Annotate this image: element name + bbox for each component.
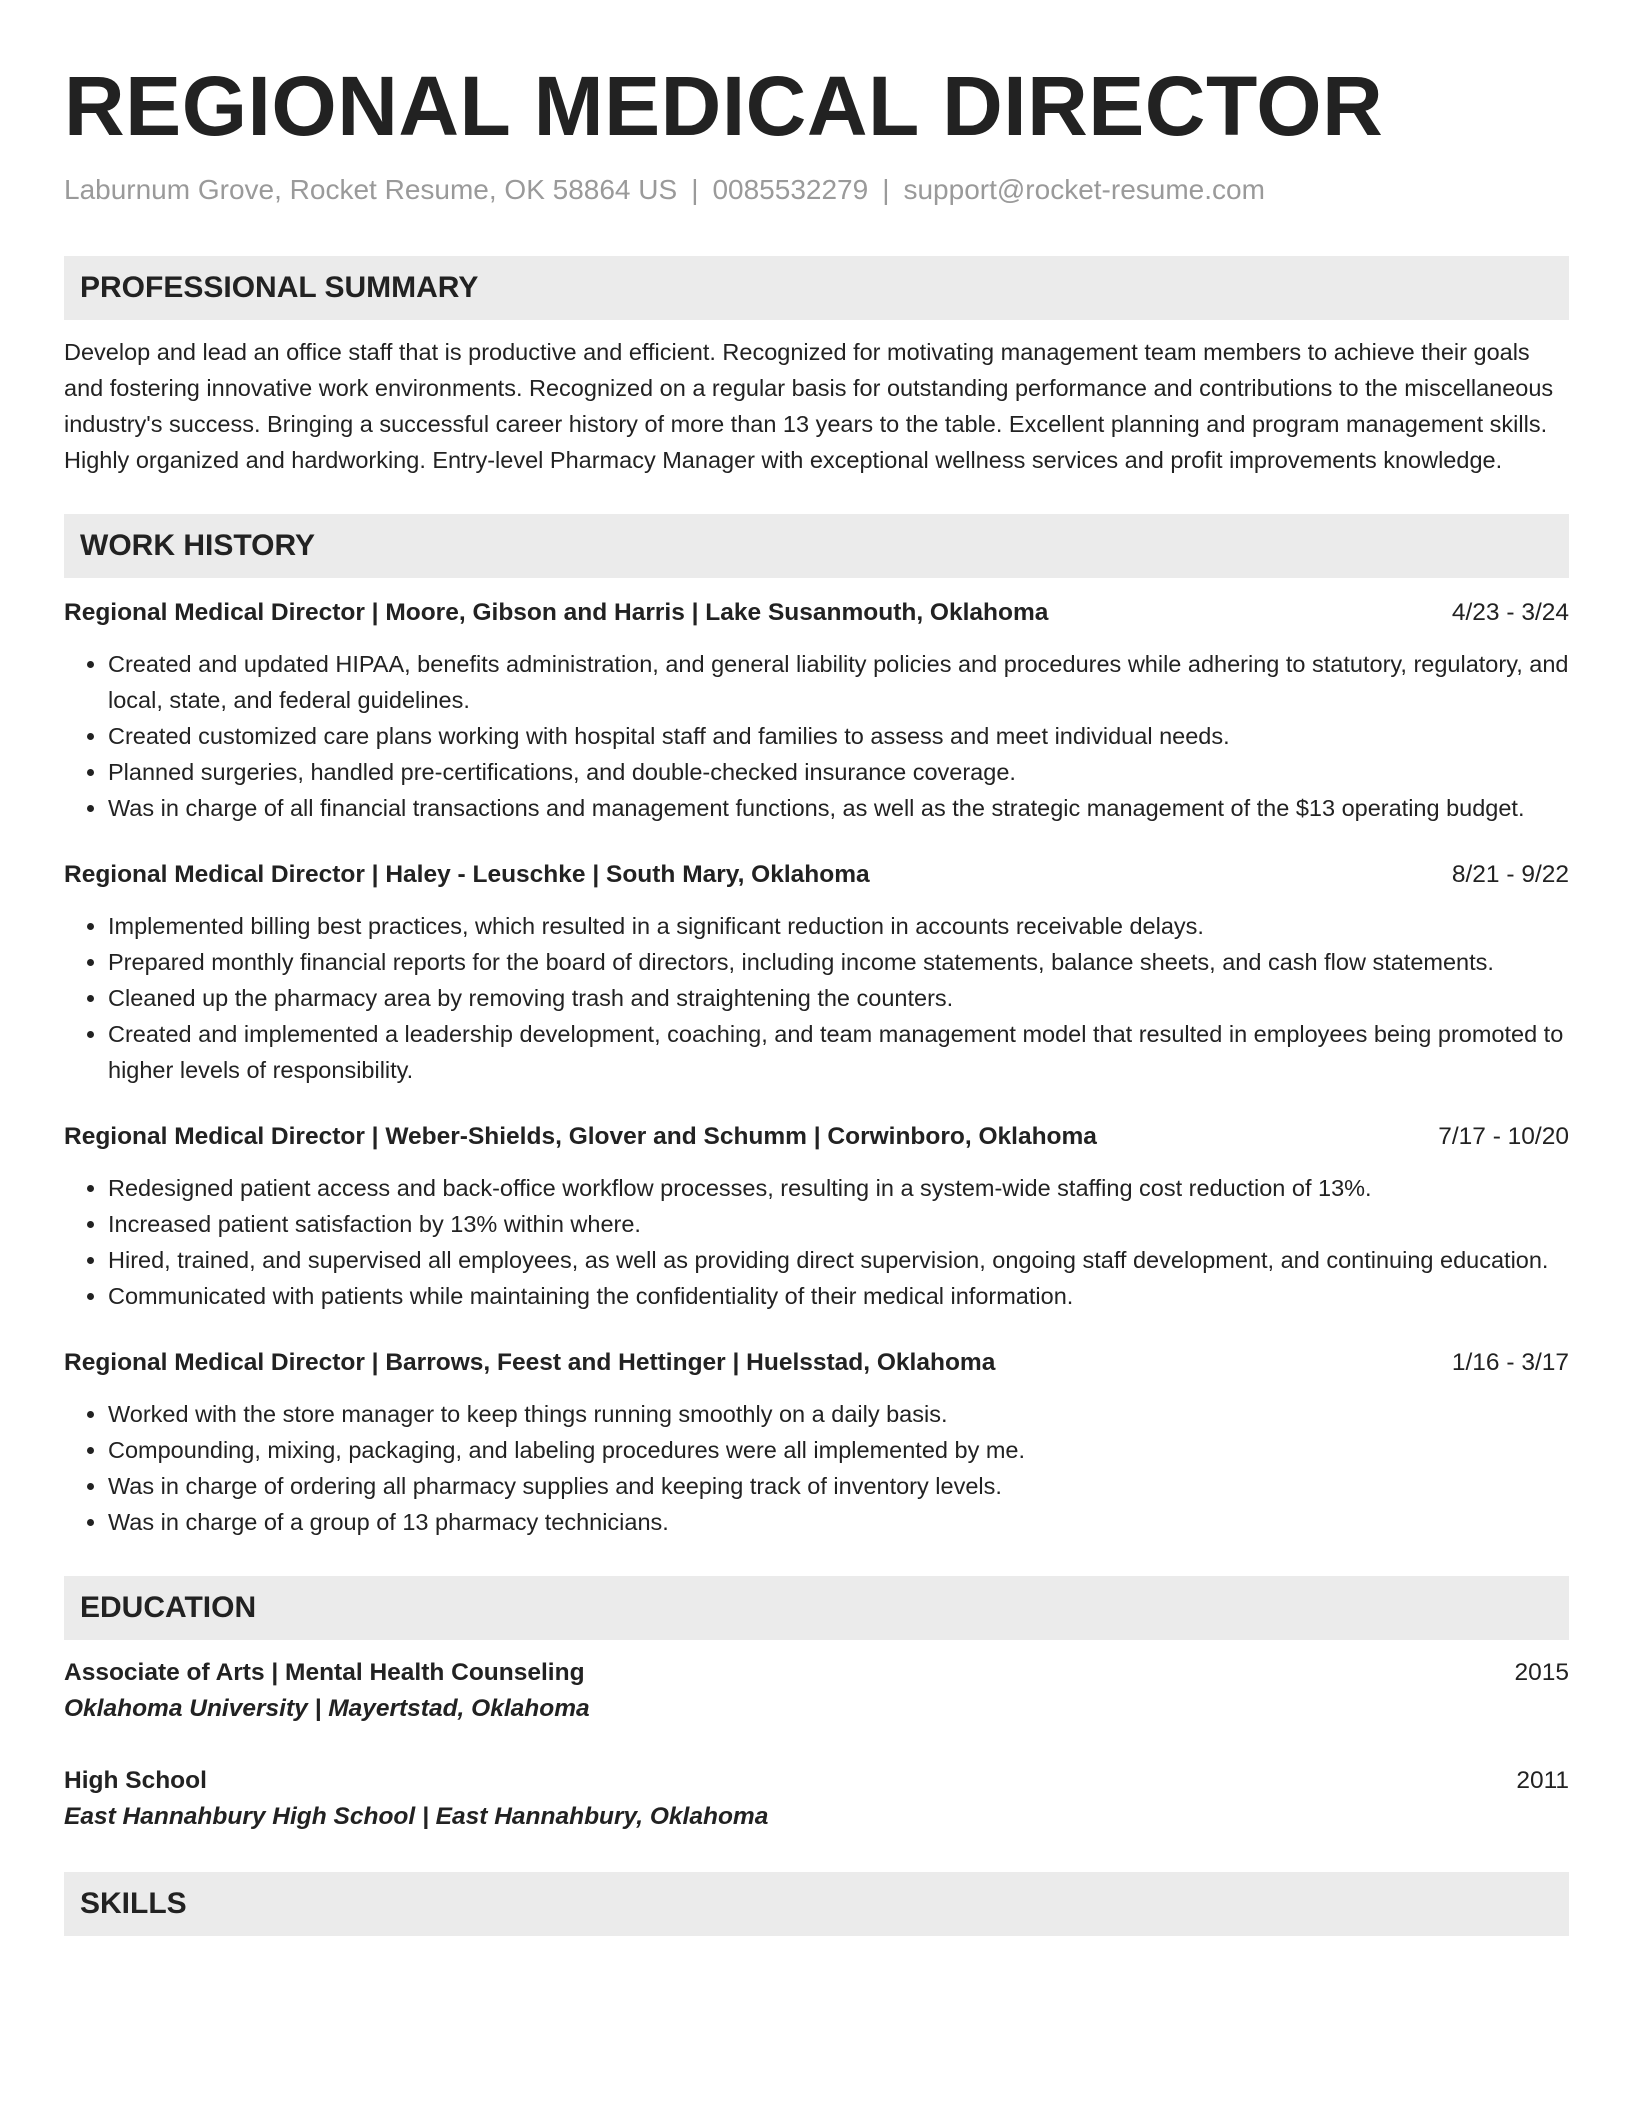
education-school: East Hannahbury High School | East Hannahbury, Oklahoma (64, 1803, 769, 1830)
job-bullets (64, 908, 1569, 1088)
contact-line (64, 172, 1569, 208)
job-entry (64, 858, 1569, 1088)
job-bullets (64, 1396, 1569, 1540)
education-entry (64, 1656, 1569, 1728)
job-bullet: • Redesigned patient access and back-office workflow processes, resulting in a system-wide staffing cost reduction of 13%. (108, 1170, 1569, 1206)
job-title: Regional Medical Director | Weber-Shields, Glover and Schumm | Corwinboro, Oklahoma (64, 1123, 1097, 1150)
contact-separator: | (882, 174, 890, 205)
job-bullet: • Implemented billing best practices, which resulted in a significant reduction in accounts receivable delays. (108, 908, 1569, 944)
resume-name: REGIONAL MEDICAL DIRECTOR (64, 59, 1384, 153)
job-bullet: • Created and updated HIPAA, benefits administration, and general liability policies and procedures while adhering to statutory, regulatory, and local, state, and federal guidelines. (108, 646, 1569, 718)
education-degree: High School (64, 1767, 207, 1794)
job-bullet: • Created and implemented a leadership development, coaching, and team management model that resulted in employees being promoted to higher levels of responsibility. (108, 1016, 1569, 1088)
job-bullet: • Created customized care plans working with hospital staff and families to assess and meet individual needs. (108, 718, 1569, 754)
contact-email: support@rocket-resume.com (903, 174, 1265, 205)
job-bullet: • Prepared monthly financial reports for the board of directors, including income statements, balance sheets, and cash flow statements. (108, 944, 1569, 980)
contact-address: Laburnum Grove, Rocket Resume, OK 58864 US (64, 174, 678, 205)
job-bullet: • Hired, trained, and supervised all employees, as well as providing direct supervision, ongoing staff development, and continuing education. (108, 1242, 1569, 1278)
contact-phone: 0085532279 (712, 174, 869, 205)
job-header (64, 858, 1569, 892)
job-bullet: • Worked with the store manager to keep things running smoothly on a daily basis. (108, 1396, 1569, 1432)
resume-content (64, 56, 1569, 1936)
job-bullet: • Increased patient satisfaction by 13% within where. (108, 1206, 1569, 1242)
contact-separator: | (691, 174, 699, 205)
job-bullet: • Was in charge of all financial transactions and management functions, as well as the strategic management of the $13 operating budget. (108, 790, 1569, 826)
education-header (64, 1656, 1569, 1690)
job-dates: 1/16 - 3/17 (1451, 1349, 1569, 1376)
job-dates: 8/21 - 9/22 (1451, 861, 1569, 888)
job-bullets (64, 646, 1569, 826)
job-dates: 7/17 - 10/20 (1438, 1123, 1569, 1150)
summary-text: Develop and lead an office staff that is productive and efficient. Recognized for motivating management team members to achieve their goals and fostering innovative work environments. Recognized on a regular basis for outstanding performance and contributions to the miscellaneous industry's success. Bringing a successful career history of more than 13 years to the table. Excellent planning and program management skills. Highly organized and hardworking. Entry-level Pharmacy Manager with exceptional wellness services and profit improvements knowledge. (64, 339, 1554, 473)
education-year: 2015 (1514, 1659, 1569, 1686)
job-title: Regional Medical Director | Moore, Gibson and Harris | Lake Susanmouth, Oklahoma (64, 599, 1049, 626)
job-bullet: • Was in charge of ordering all pharmacy supplies and keeping track of inventory levels. (108, 1468, 1569, 1504)
job-bullet: • Cleaned up the pharmacy area by removing trash and straightening the counters. (108, 980, 1569, 1016)
job-entry (64, 1346, 1569, 1540)
section-header-work-history: WORK HISTORY (64, 514, 1569, 578)
job-header (64, 1120, 1569, 1154)
job-bullet: • Planned surgeries, handled pre-certifications, and double-checked insurance coverage. (108, 754, 1569, 790)
job-header (64, 1346, 1569, 1380)
job-bullet: • Communicated with patients while maintaining the confidentiality of their medical information. (108, 1278, 1569, 1314)
job-bullet: • Was in charge of a group of 13 pharmacy technicians. (108, 1504, 1569, 1540)
education-school: Oklahoma University | Mayertstad, Oklahoma (64, 1695, 590, 1722)
job-header (64, 596, 1569, 630)
education-degree: Associate of Arts | Mental Health Counseling (64, 1659, 585, 1686)
job-dates: 4/23 - 3/24 (1451, 599, 1569, 626)
education-entry (64, 1764, 1569, 1836)
education-header (64, 1764, 1569, 1798)
section-header-summary: PROFESSIONAL SUMMARY (64, 256, 1569, 320)
job-entry (64, 1120, 1569, 1314)
job-title: Regional Medical Director | Haley - Leuschke | South Mary, Oklahoma (64, 861, 870, 888)
job-bullet: • Compounding, mixing, packaging, and labeling procedures were all implemented by me. (108, 1432, 1569, 1468)
job-bullets (64, 1170, 1569, 1314)
job-entry (64, 596, 1569, 826)
section-header-education: EDUCATION (64, 1576, 1569, 1640)
job-title: Regional Medical Director | Barrows, Feest and Hettinger | Huelsstad, Oklahoma (64, 1349, 996, 1376)
education-year: 2011 (1516, 1767, 1569, 1794)
section-header-skills: SKILLS (64, 1872, 1569, 1936)
